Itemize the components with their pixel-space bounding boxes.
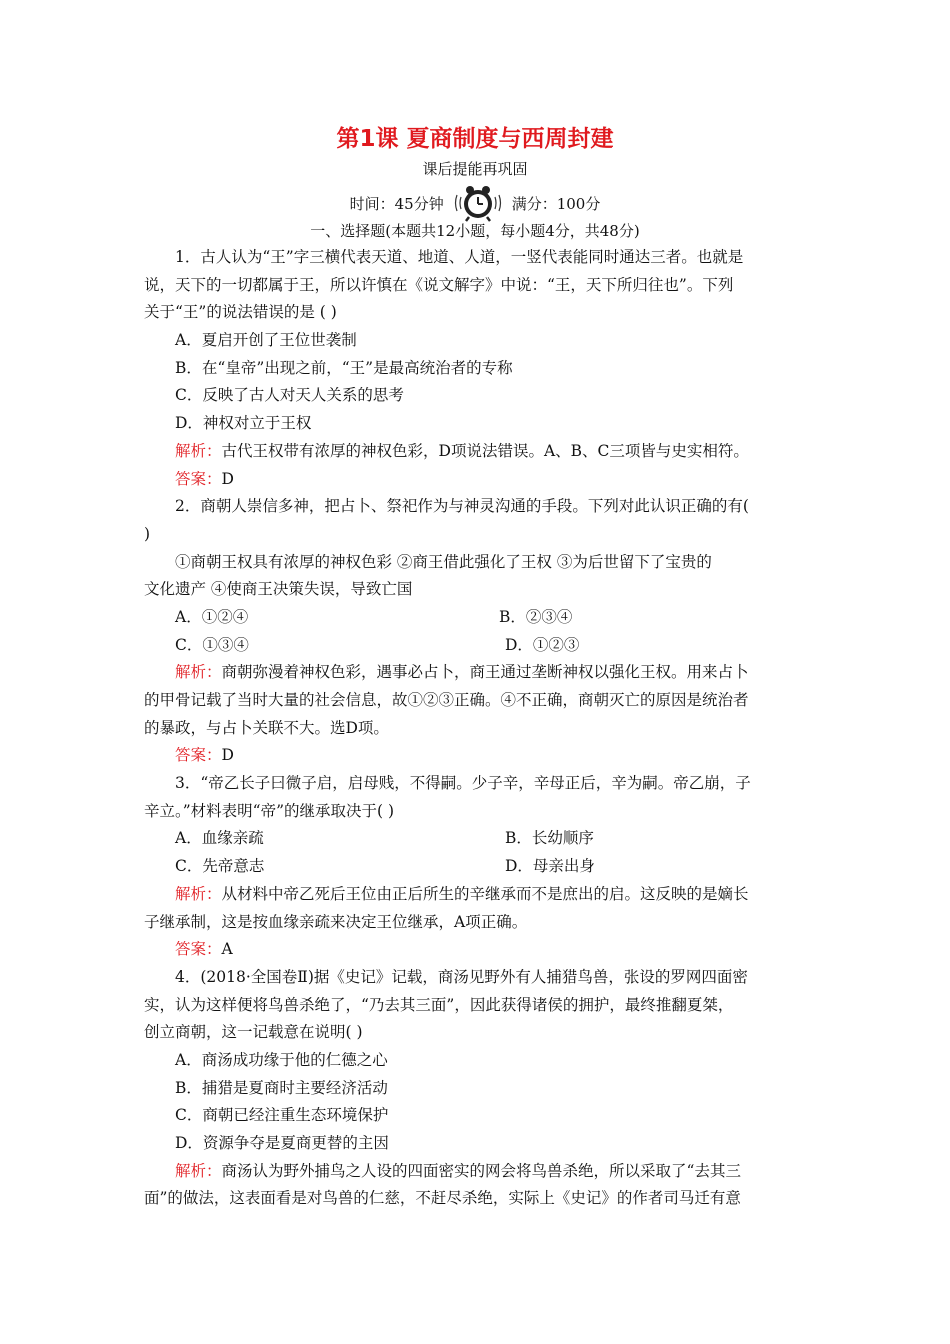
analysis-text: 面”的做法，这表面看是对鸟兽的仁慈，不赶尽杀绝，实际上《史记》的作者司马迁有意 (144, 1189, 741, 1208)
section-heading: 一、选择题(本题共12小题，每小题4分，共48分) (310, 222, 640, 240)
analysis-label: 解析： (175, 884, 222, 903)
option: C．先帝意志 (175, 857, 265, 876)
question-text: 创立商朝，这一记载意在说明( ) (144, 1023, 363, 1042)
option: C．①③④ (175, 635, 249, 654)
option: D．母亲出身 (505, 857, 595, 876)
option-row (144, 853, 809, 881)
option: D．①②③ (505, 635, 580, 654)
option: A．血缘亲疏 (175, 829, 264, 848)
question-text: ) (144, 524, 151, 543)
option: B．长幼顺序 (505, 829, 594, 848)
answer-value: D (221, 746, 234, 765)
lesson-title: 第1课 夏商制度与西周封建 (336, 126, 614, 152)
statement: ①商朝王权具有浓厚的神权色彩 ②商王借此强化了王权 ③为后世留下了宝贵的 (175, 552, 712, 571)
option-row (144, 604, 809, 632)
time-limit: 时间：45分钟 (349, 194, 444, 213)
analysis-text: 古代王权带有浓厚的神权色彩，D项说法错误。A、B、C三项皆与史实相符。 (221, 441, 749, 460)
answer (144, 466, 809, 494)
answer-label: 答案： (175, 940, 222, 959)
lesson-subtitle: 课后提能再巩固 (422, 160, 528, 178)
option-row (144, 632, 809, 660)
option: B．捕猎是夏商时主要经济活动 (175, 1078, 388, 1097)
question-text: 1．古人认为“王”字三横代表天道、地道、人道，一竖代表能同时通达三者。也就是 (175, 248, 744, 266)
question-text: 实，认为这样便将鸟兽杀绝了，“乃去其三面”，因此获得诸侯的拥护，最终推翻夏桀， (144, 995, 734, 1014)
exam-meta (0, 183, 950, 223)
question-text: 3．“帝乙长子曰微子启，启母贱，不得嗣。少子辛，辛母正后，辛为嗣。帝乙崩，子 (175, 774, 751, 793)
question-list (144, 244, 809, 1213)
analysis-text: 子继承制，这是按血缘亲疏来决定王位继承，A项正确。 (144, 912, 528, 931)
option: C．商朝已经注重生态环境保护 (175, 1106, 389, 1125)
answer (144, 742, 809, 770)
analysis-text: 商汤认为野外捕鸟之人设的四面密实的网会将鸟兽杀绝，所以采取了“去其三 (221, 1161, 741, 1180)
answer-label: 答案： (175, 469, 222, 488)
question-text: 4．(2018·全国卷Ⅱ)据《史记》记载，商汤见野外有人捕猎鸟兽，张设的罗网四面密 (175, 967, 748, 986)
analysis-label: 解析： (175, 1161, 222, 1180)
option-row (144, 825, 809, 853)
option: D．资源争夺是夏商更替的主因 (175, 1134, 389, 1152)
statement: 文化遗产 ④使商王决策失误，导致亡国 (144, 580, 413, 599)
analysis (144, 1158, 809, 1186)
option: A．商汤成功缘于他的仁德之心 (175, 1050, 388, 1069)
question-text: 说，天下的一切都属于王，所以许慎在《说文解字》中说：“王，天下所归往也”。下列 (144, 275, 734, 294)
analysis-label: 解析： (175, 441, 222, 460)
analysis-label: 解析： (175, 663, 222, 682)
answer-label: 答案： (175, 746, 222, 765)
option: B．②③④ (499, 607, 573, 626)
alarm-clock-icon (450, 183, 506, 223)
full-score: 满分：100分 (511, 194, 601, 213)
analysis (144, 881, 809, 909)
answer (144, 936, 809, 964)
question-text: 辛立。”材料表明“帝”的继承取决于( ) (144, 801, 395, 820)
analysis (144, 659, 809, 687)
option: D．神权对立于王权 (175, 414, 312, 433)
answer-value: A (221, 940, 233, 959)
analysis-text: 商朝弥漫着神权色彩，遇事必占卜，商王通过垄断神权以强化王权。用来占卜 (221, 663, 749, 682)
analysis-text: 的甲骨记载了当时大量的社会信息，故①②③正确。④不正确，商朝灭亡的原因是统治者 (144, 691, 749, 709)
answer-value: D (221, 469, 234, 488)
option: A．夏启开创了王位世袭制 (175, 331, 357, 350)
option: A．①②④ (175, 607, 249, 626)
analysis (144, 438, 809, 466)
analysis-text: 的暴政，与占卜关联不大。选D项。 (144, 718, 389, 737)
option: B．在“皇帝”出现之前，“王”是最高统治者的专称 (175, 358, 513, 377)
option: C．反映了古人对天人关系的思考 (175, 386, 404, 405)
analysis-text: 从材料中帝乙死后王位由正后所生的辛继承而不是庶出的启。这反映的是嫡长 (221, 884, 749, 903)
question-text: 关于“王”的说法错误的是 ( ) (144, 303, 337, 322)
question-text: 2．商朝人崇信多神，把占卜、祭祀作为与神灵沟通的手段。下列对此认识正确的有( (175, 497, 749, 516)
